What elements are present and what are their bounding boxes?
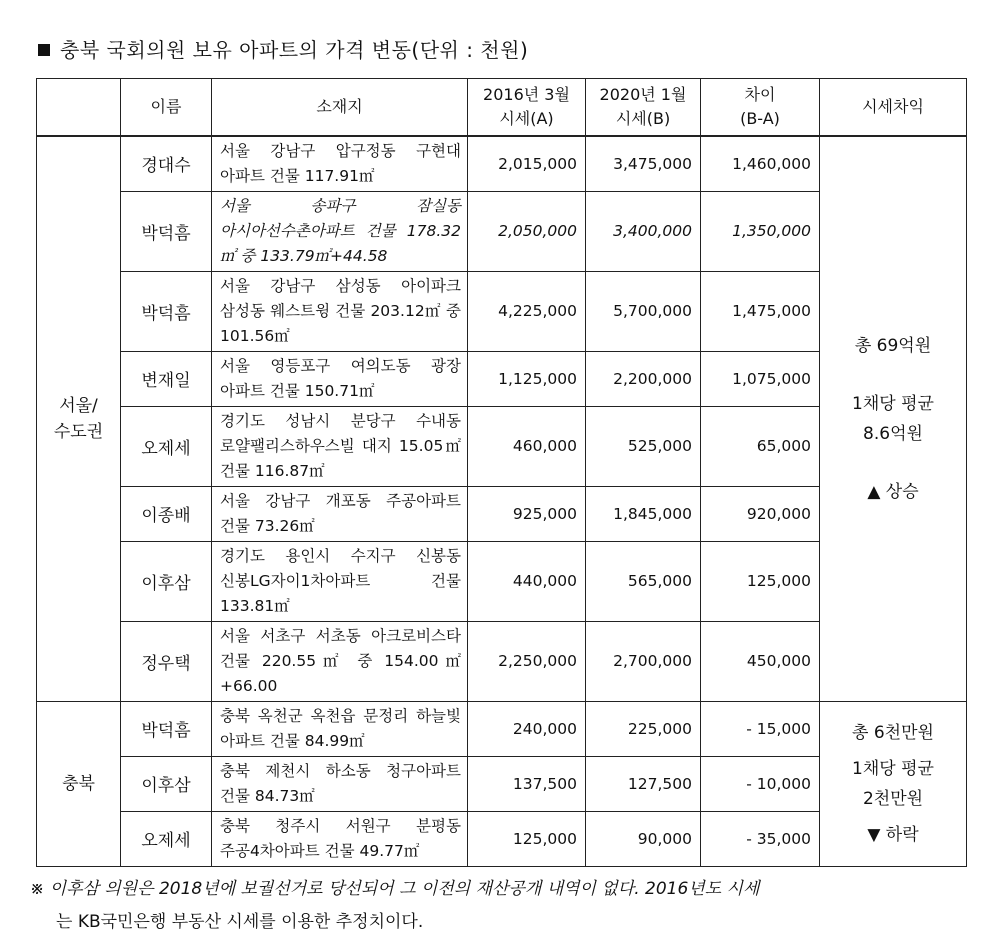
footnote-line2: 는 KB국민은행 부동산 시세를 이용한 추정치이다. (56, 912, 424, 932)
row-price-b: 2,700,000 (586, 621, 701, 701)
row-price-b: 225,000 (586, 701, 701, 756)
row-name: 오제세 (121, 811, 212, 866)
row-price-a: 925,000 (468, 486, 586, 541)
row-price-a: 240,000 (468, 701, 586, 756)
header-price-2016 (468, 79, 586, 136)
summary-seoul-avg-value: 8.6억원 (863, 423, 923, 444)
row-diff: 1,075,000 (701, 351, 820, 406)
header-price-2020 (586, 79, 701, 136)
footnote-line1-text: ※ 이후삼 의원은 2018년에 보궐선거로 당선되어 그 이전의 재산공개 내역이 없다. 2016년도 시세 (30, 879, 760, 899)
row-price-b: 2,200,000 (586, 351, 701, 406)
row-name: 이후삼 (121, 541, 212, 621)
header-diff-line1: 차이 (744, 84, 776, 104)
row-name: 이후삼 (121, 756, 212, 811)
row-name: 정우택 (121, 621, 212, 701)
row-location: 서울 강남구 개포동 주공아파트 건물 73.26㎡ (212, 486, 468, 541)
row-name: 오제세 (121, 406, 212, 486)
header-row (37, 79, 967, 136)
row-price-b: 90,000 (586, 811, 701, 866)
header-region (37, 79, 121, 136)
row-location: 서울 서초구 서초동 아크로비스타 건물 220.55㎡ 중 154.00㎡+66.00 (212, 621, 468, 701)
header-price-2016-line1: 2016년 3월 (483, 84, 570, 104)
row-location: 서울 영등포구 여의도동 광장 아파트 건물 150.71㎡ (212, 351, 468, 406)
header-price-2020-line2: 시세(B) (615, 108, 671, 128)
table-row (37, 136, 967, 192)
region-seoul (37, 136, 121, 702)
row-location: 서울 강남구 압구정동 구현대 아파트 건물 117.91㎡ (212, 136, 468, 192)
region-chungbuk: 충북 (37, 701, 121, 866)
row-price-a: 460,000 (468, 406, 586, 486)
row-price-a: 440,000 (468, 541, 586, 621)
summary-chungbuk-avg-value: 2천만원 (862, 788, 924, 809)
row-name: 이종배 (121, 486, 212, 541)
document-title (38, 34, 528, 63)
row-location: 경기도 성남시 분당구 수내동 로얄팰리스하우스빌 대지 15.05㎡ 건물 116.87㎡ (212, 406, 468, 486)
footnote (30, 873, 970, 939)
row-diff: 1,350,000 (701, 191, 820, 271)
row-name: 박덕흠 (121, 271, 212, 351)
summary-chungbuk-trend: ▼ 하락 (867, 824, 919, 845)
row-location: 서울 송파구 잠실동 아시아선수촌아파트 건물 178.32㎡ 중 133.79㎡+44.58 (212, 191, 468, 271)
row-location: 경기도 용인시 수지구 신봉동 신봉LG자이1차아파트 건물 133.81㎡ (212, 541, 468, 621)
row-price-b: 3,400,000 (586, 191, 701, 271)
summary-chungbuk (820, 701, 967, 866)
row-name: 변재일 (121, 351, 212, 406)
header-price-2020-line1: 2020년 1월 (599, 84, 687, 104)
square-bullet-icon (38, 44, 50, 56)
row-diff: 920,000 (701, 486, 820, 541)
summary-seoul-avg-label: 1채당 평균 (852, 393, 934, 414)
summary-chungbuk-avg-label: 1채당 평균 (852, 758, 934, 779)
row-diff: 450,000 (701, 621, 820, 701)
row-location: 충북 청주시 서원구 분평동 주공4차아파트 건물 49.77㎡ (212, 811, 468, 866)
row-location: 충북 제천시 하소동 청구아파트 건물 84.73㎡ (212, 756, 468, 811)
region-seoul-line1: 서울/ (59, 395, 98, 416)
footnote-line1 (30, 873, 970, 906)
row-diff: 1,460,000 (701, 136, 820, 192)
row-price-b: 3,475,000 (586, 136, 701, 192)
row-name: 박덕흠 (121, 191, 212, 271)
row-price-b: 5,700,000 (586, 271, 701, 351)
header-location: 소재지 (212, 79, 468, 136)
summary-chungbuk-total: 총 6천만원 (852, 722, 934, 743)
price-table (36, 78, 967, 867)
row-location: 충북 옥천군 옥천읍 문정리 하늘빛 아파트 건물 84.99㎡ (212, 701, 468, 756)
row-diff: 65,000 (701, 406, 820, 486)
row-price-a: 137,500 (468, 756, 586, 811)
row-price-a: 2,050,000 (468, 191, 586, 271)
row-price-a: 4,225,000 (468, 271, 586, 351)
summary-seoul (820, 136, 967, 702)
row-price-a: 2,250,000 (468, 621, 586, 701)
row-price-b: 565,000 (586, 541, 701, 621)
title-text: 충북 국회의원 보유 아파트의 가격 변동(단위 : 천원) (60, 38, 529, 62)
row-diff: - 10,000 (701, 756, 820, 811)
row-price-b: 127,500 (586, 756, 701, 811)
row-diff: - 15,000 (701, 701, 820, 756)
row-price-a: 2,015,000 (468, 136, 586, 192)
row-price-a: 1,125,000 (468, 351, 586, 406)
row-name: 경대수 (121, 136, 212, 192)
header-diff-line2: (B-A) (740, 108, 780, 128)
header-price-2016-line2: 시세(A) (499, 108, 554, 128)
row-diff: - 35,000 (701, 811, 820, 866)
row-name: 박덕흠 (121, 701, 212, 756)
table-row (37, 701, 967, 756)
region-seoul-line2: 수도권 (53, 421, 104, 442)
header-change: 시세차익 (820, 79, 967, 136)
summary-seoul-trend: ▲ 상승 (867, 481, 919, 502)
row-diff: 125,000 (701, 541, 820, 621)
header-name: 이름 (121, 79, 212, 136)
row-price-b: 525,000 (586, 406, 701, 486)
summary-seoul-total: 총 69억원 (854, 335, 932, 356)
row-location: 서울 강남구 삼성동 아이파크 삼성동 웨스트윙 건물 203.12㎡ 중 101.56㎡ (212, 271, 468, 351)
row-diff: 1,475,000 (701, 271, 820, 351)
row-price-a: 125,000 (468, 811, 586, 866)
row-price-b: 1,845,000 (586, 486, 701, 541)
header-diff (701, 79, 820, 136)
